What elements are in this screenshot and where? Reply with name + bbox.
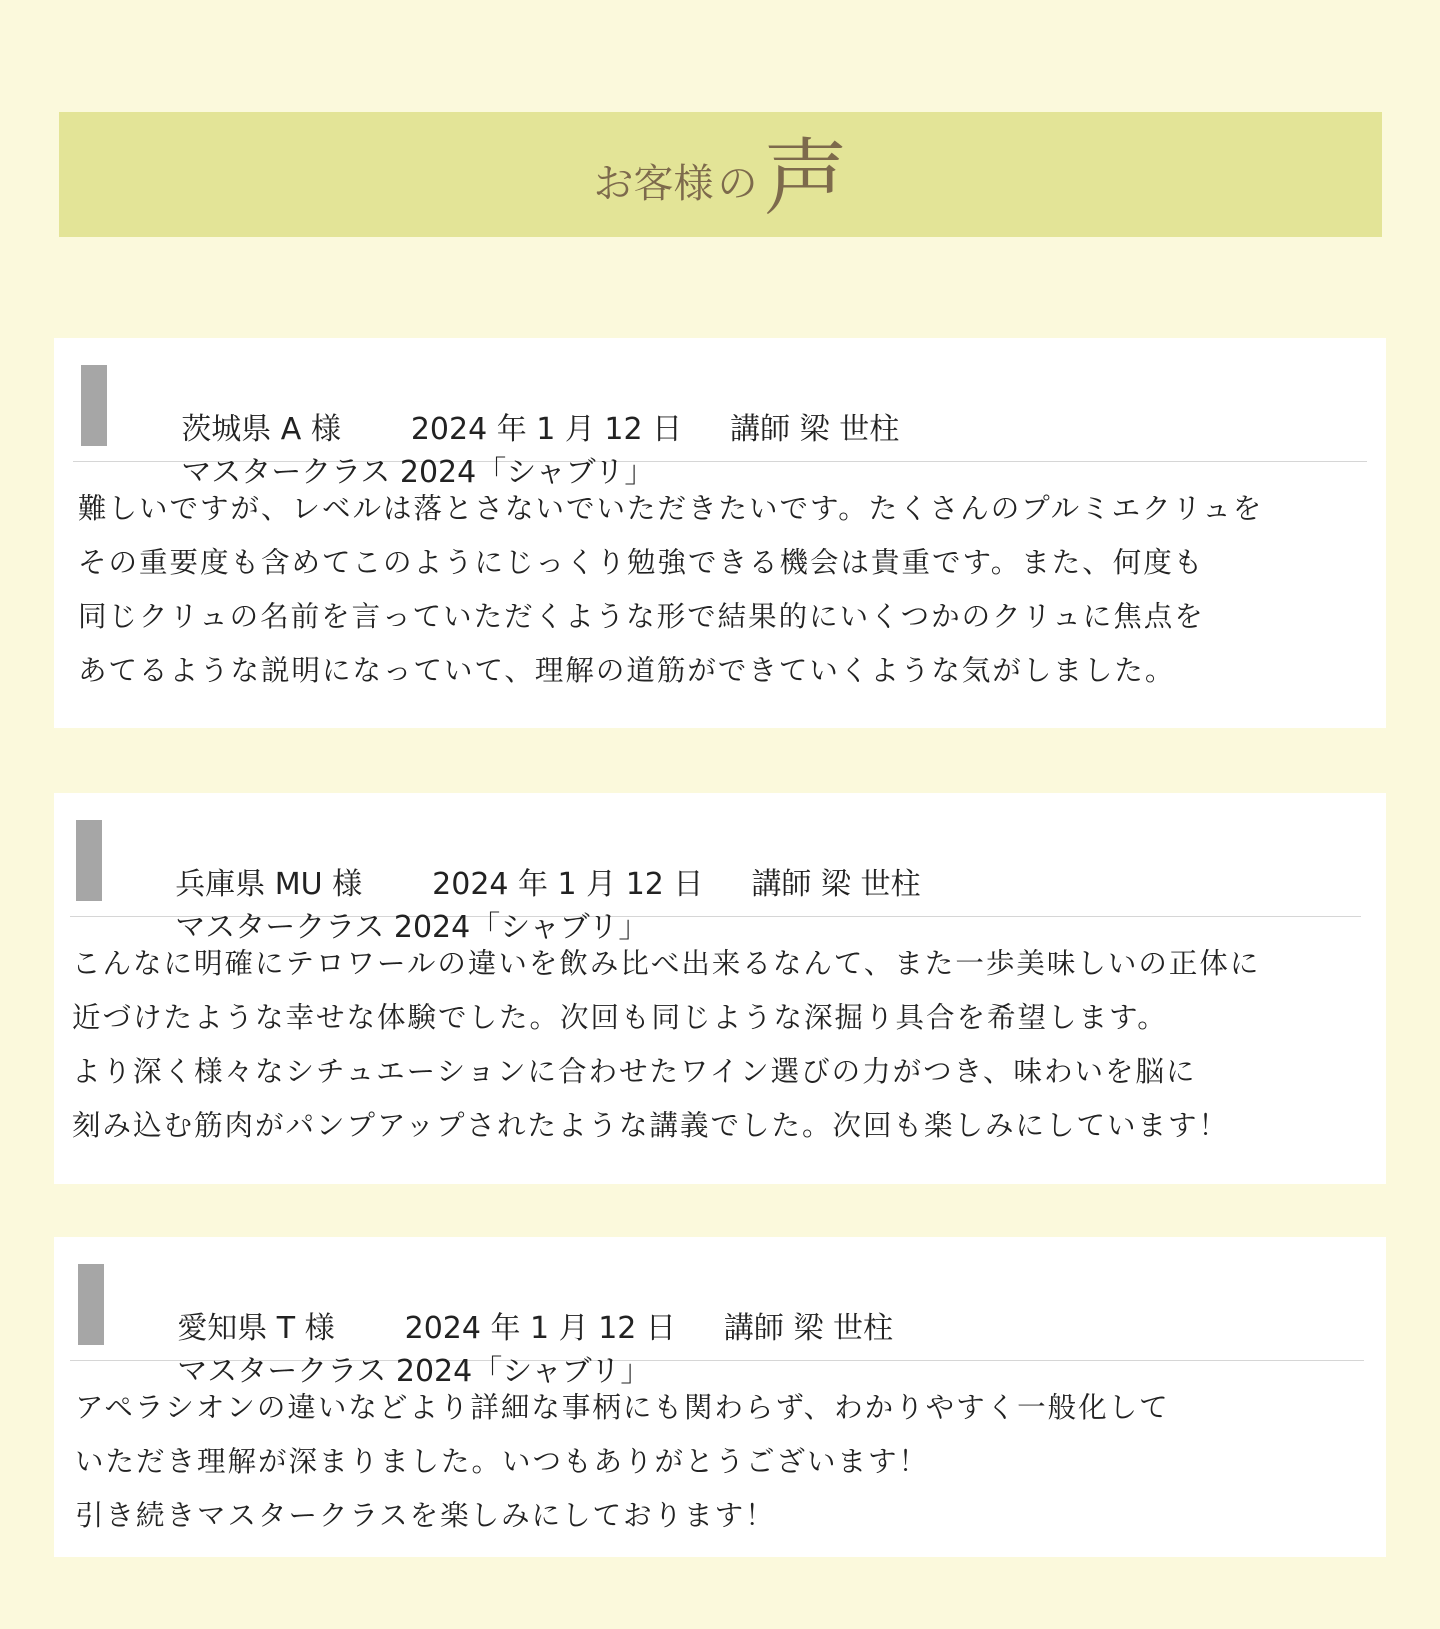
- testimonial-card: [54, 793, 1386, 1184]
- testimonial-line: 刻み込む筋肉がパンプアップされたような講義でした。次回も楽しみにしています！: [72, 1109, 1230, 1142]
- testimonial-line: いただき理解が深まりました。いつもありがとうございます！: [75, 1445, 930, 1478]
- instructor-name: 講師 梁 世柱: [723, 1311, 893, 1346]
- instructor-name: 講師 梁 世柱: [751, 867, 921, 902]
- page-title-part3: 声: [763, 128, 848, 227]
- testimonial-header: [70, 1237, 1364, 1389]
- course-name: マスタークラス 2024「シャブリ」: [177, 1354, 651, 1389]
- lesson-date: 2024 年 1 月 12 日: [432, 867, 704, 902]
- testimonial-line: 難しいですが、レベルは落とさないでいただきたいです。たくさんのプルミエクリュを: [78, 492, 1264, 525]
- header-accent-bar: [78, 1264, 104, 1345]
- page-title-part2: の: [717, 160, 758, 207]
- testimonial-line: あてるような説明になっていて、理解の道筋ができていくような気がしました。: [78, 654, 1176, 687]
- testimonial-line: アペラシオンの違いなどより詳細な事柄にも関わらず、わかりやすく一般化して: [75, 1391, 1170, 1424]
- customer-name: 茨城県 A 様: [181, 412, 341, 447]
- testimonial-card: [54, 1237, 1386, 1557]
- header-accent-bar: [76, 820, 102, 901]
- customer-name: 兵庫県 MU 様: [175, 867, 363, 902]
- page-title-banner: [59, 112, 1382, 237]
- header-accent-bar: [81, 365, 107, 446]
- course-name: マスタークラス 2024「シャブリ」: [181, 455, 655, 490]
- testimonial-header: [70, 793, 1361, 945]
- instructor-name: 講師 梁 世柱: [730, 412, 900, 447]
- testimonial-header: [73, 338, 1367, 490]
- testimonial-line: 同じクリュの名前を言っていただくような形で結果的にいくつかのクリュに焦点を: [78, 600, 1205, 633]
- customer-name: 愛知県 T 様: [177, 1311, 335, 1346]
- lesson-date: 2024 年 1 月 12 日: [404, 1311, 676, 1346]
- testimonial-line: より深く様々なシチュエーションに合わせたワイン選びの力がつき、味わいを脳に: [72, 1055, 1197, 1088]
- testimonial-line: 引き続きマスタークラスを楽しみにしております！: [75, 1499, 776, 1532]
- course-name: マスタークラス 2024「シャブリ」: [175, 910, 649, 945]
- testimonial-body: [54, 462, 1386, 698]
- testimonial-line: 近づけたような幸せな体験でした。次回も同じような深掘り具合を希望します。: [72, 1001, 1168, 1034]
- page-title-part1: お客様: [593, 160, 714, 207]
- testimonial-body: [54, 917, 1386, 1153]
- testimonial-card: [54, 338, 1386, 728]
- lesson-date: 2024 年 1 月 12 日: [410, 412, 683, 447]
- testimonial-line: こんなに明確にテロワールの違いを飲み比べ出来るなんて、また一歩美味しいの正体に: [72, 947, 1261, 980]
- testimonial-line: その重要度も含めてこのようにじっくり勉強できる機会は貴重です。また、何度も: [78, 546, 1205, 579]
